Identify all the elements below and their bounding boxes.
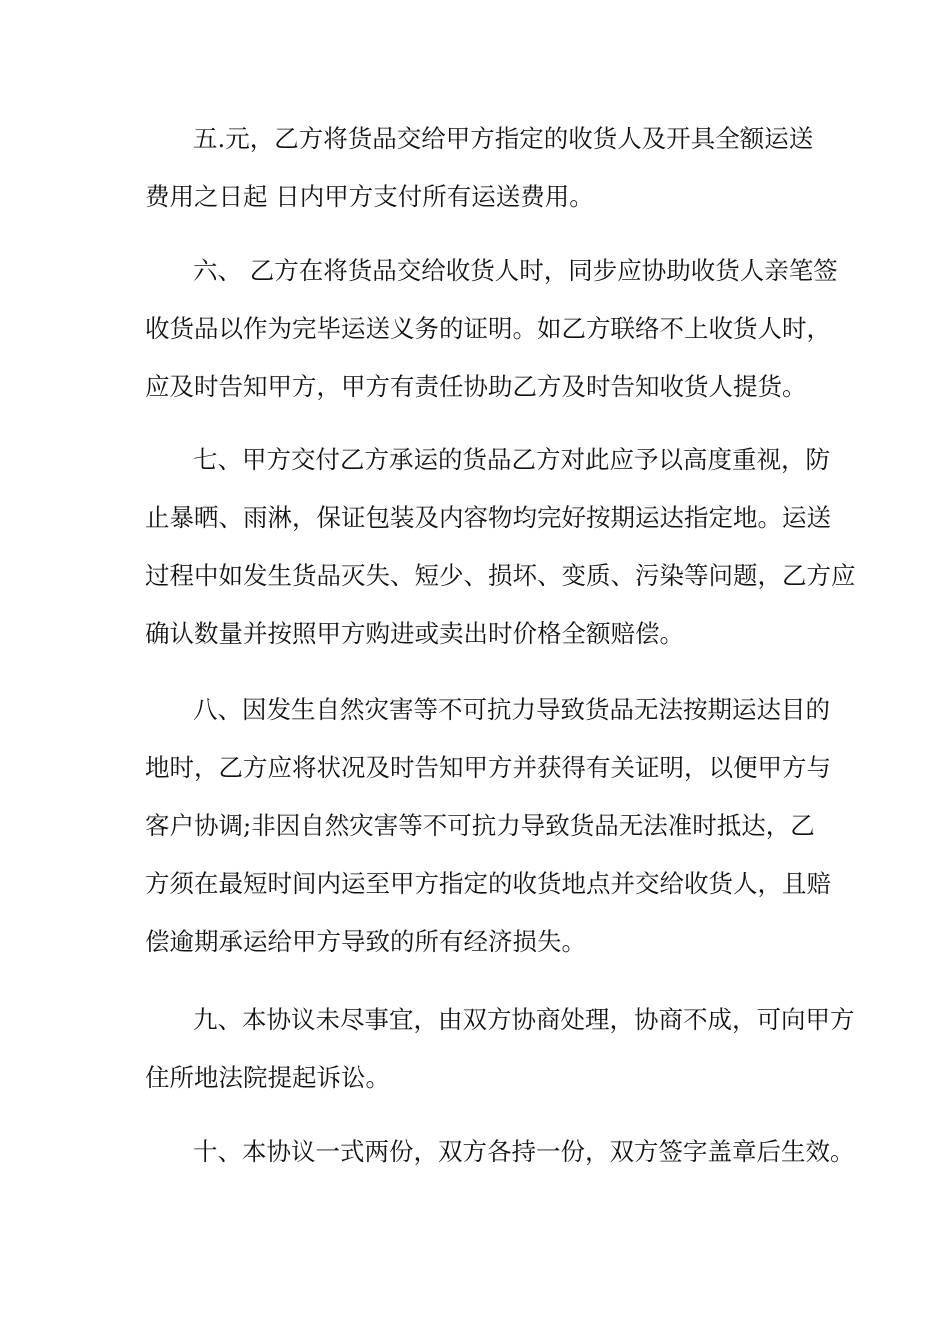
paragraph-line: 偿逾期承运给甲方导致的所有经济损失。 bbox=[145, 927, 586, 956]
paragraph-6 bbox=[145, 242, 838, 416]
paragraph-5 bbox=[145, 110, 814, 226]
paragraph-line: 收货品以作为完毕运送义务的证明。如乙方联络不上收货人时， bbox=[145, 314, 831, 343]
paragraph-line: 地时，乙方应将状况及时告知甲方并获得有关证明，以便甲方与 bbox=[145, 753, 831, 782]
paragraph-line: 住所地法院提起诉讼。 bbox=[145, 1063, 390, 1092]
paragraph-line: 止暴晒、雨淋，保证包装及内容物均完好按期运达指定地。运送 bbox=[145, 503, 831, 532]
paragraph-line: 七、甲方交付乙方承运的货品乙方对此应予以高度重视，防 bbox=[193, 445, 830, 474]
paragraph-10 bbox=[145, 1123, 855, 1181]
paragraph-line: 五.元，乙方将货品交给甲方指定的收货人及开具全额运送 bbox=[193, 124, 814, 153]
paragraph-line: 过程中如发生货品灭失、短少、损坏、变质、污染等问题，乙方应 bbox=[145, 561, 856, 590]
paragraph-line: 确认数量并按照甲方购进或卖出时价格全额赔偿。 bbox=[145, 619, 684, 648]
paragraph-9 bbox=[145, 991, 855, 1107]
paragraph-line: 应及时告知甲方，甲方有责任协助乙方及时告知收货人提货。 bbox=[145, 372, 807, 401]
paragraph-7 bbox=[145, 431, 856, 663]
paragraph-line: 十、本协议一式两份，双方各持一份，双方签字盖章后生效。 bbox=[193, 1137, 855, 1166]
paragraph-line: 费用之日起 日内甲方支付所有运送费用。 bbox=[145, 182, 594, 211]
paragraph-line: 六、 乙方在将货品交给收货人时，同步应协助收货人亲笔签 bbox=[193, 256, 838, 285]
paragraph-line: 客户协调;非因自然灾害等不可抗力导致货品无法准时抵达，乙 bbox=[145, 811, 815, 840]
paragraph-line: 八、因发生自然灾害等不可抗力导致货品无法按期运达目的 bbox=[193, 695, 830, 724]
paragraph-line: 九、本协议未尽事宜，由双方协商处理，协商不成，可向甲方 bbox=[193, 1005, 855, 1034]
paragraph-8 bbox=[145, 681, 831, 971]
paragraph-line: 方须在最短时间内运至甲方指定的收货地点并交给收货人，且赔 bbox=[145, 869, 831, 898]
